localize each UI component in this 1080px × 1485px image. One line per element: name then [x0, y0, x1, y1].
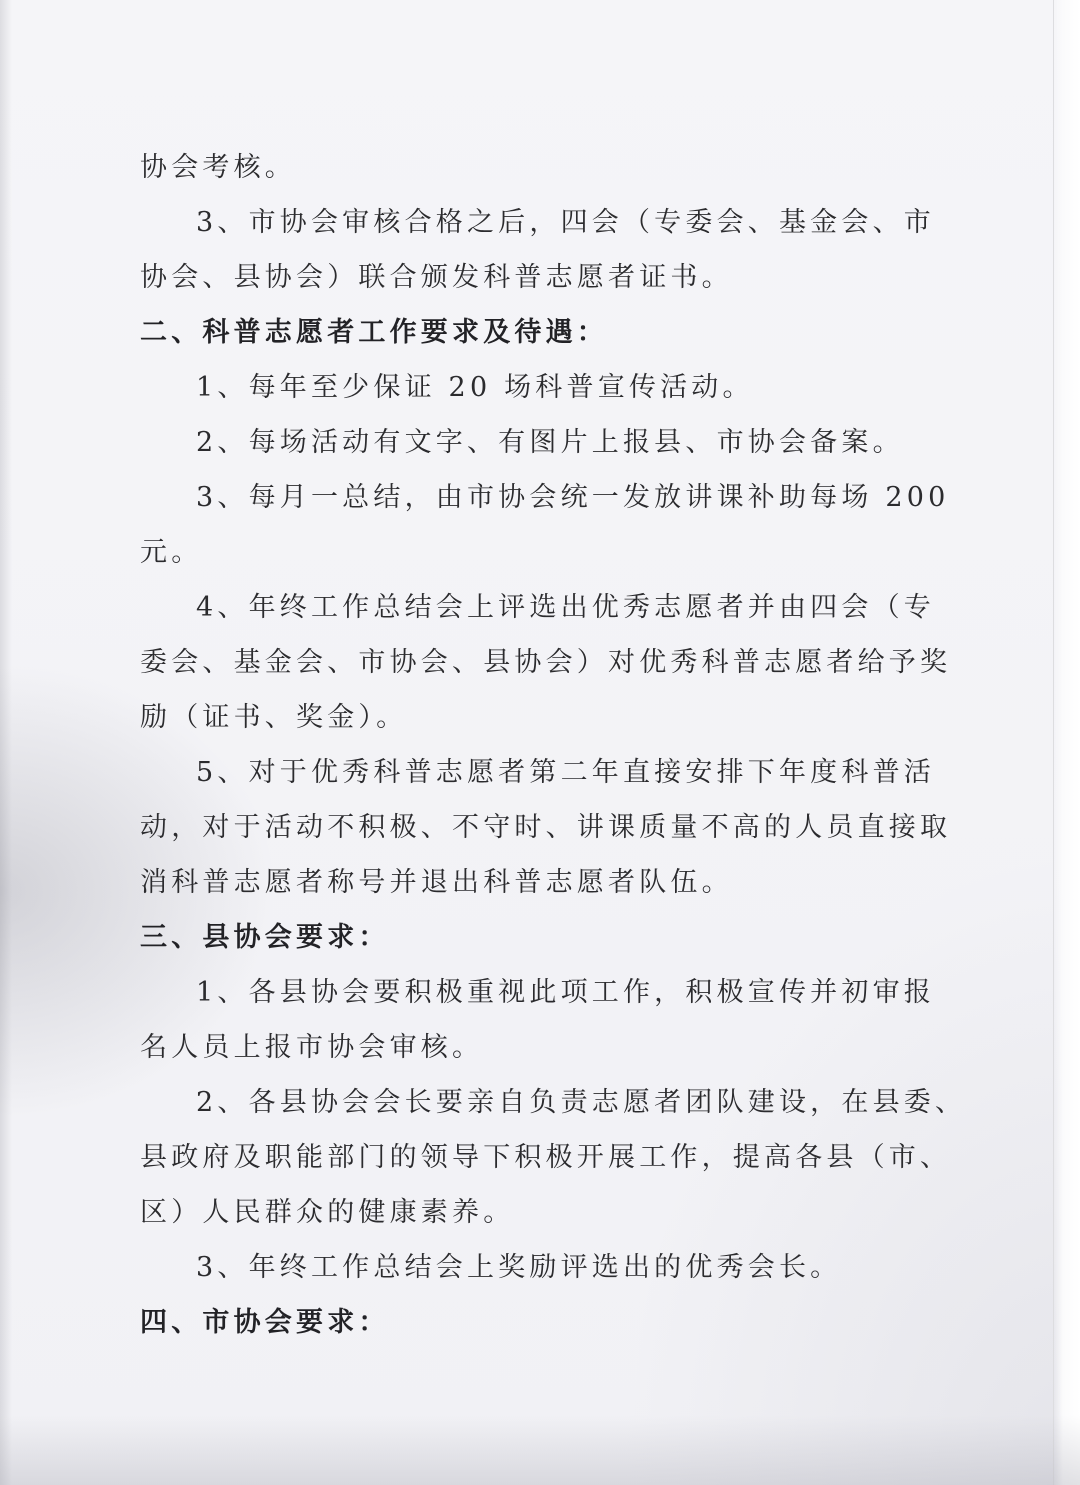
text-line: 委会、基金会、市协会、县协会）对优秀科普志愿者给予奖 — [140, 647, 952, 678]
page-bottom-shadow — [0, 1415, 1080, 1485]
text-line: 1、各县协会要积极重视此项工作，积极宣传并初审报 — [196, 977, 935, 1008]
section-heading: 四、市协会要求： — [140, 1307, 390, 1338]
text-line: 协会考核。 — [140, 152, 296, 183]
text-line: 消科普志愿者称号并退出科普志愿者队伍。 — [140, 867, 733, 898]
page-left-shadow — [0, 0, 12, 1485]
section-heading: 三、县协会要求： — [140, 922, 390, 953]
text-line: 区）人民群众的健康素养。 — [140, 1197, 515, 1228]
text-line: 励（证书、奖金）。 — [140, 702, 408, 733]
document-body — [140, 140, 967, 1350]
text-line: 3、年终工作总结会上奖励评选出的优秀会长。 — [196, 1252, 842, 1283]
text-line: 3、每月一总结，由市协会统一发放讲课补助每场 200 — [196, 482, 950, 513]
text-line: 3、市协会审核合格之后，四会（专委会、基金会、市 — [196, 207, 935, 238]
text-line: 元。 — [140, 537, 203, 568]
text-line: 2、各县协会会长要亲自负责志愿者团队建设，在县委、 — [196, 1087, 967, 1118]
text-line: 县政府及职能部门的领导下积极开展工作，提高各县（市、 — [140, 1142, 952, 1173]
text-line: 名人员上报市协会审核。 — [140, 1032, 484, 1063]
section-heading: 二、科普志愿者工作要求及待遇： — [140, 317, 608, 348]
text-line: 动，对于活动不积极、不守时、讲课质量不高的人员直接取 — [140, 812, 952, 843]
page-right-edge — [1053, 0, 1080, 1485]
text-line: 5、对于优秀科普志愿者第二年直接安排下年度科普活 — [196, 757, 935, 788]
text-line: 2、每场活动有文字、有图片上报县、市协会备案。 — [196, 427, 904, 458]
text-line: 4、年终工作总结会上评选出优秀志愿者并由四会（专 — [196, 592, 935, 623]
text-line: 协会、县协会）联合颁发科普志愿者证书。 — [140, 262, 733, 293]
text-line: 1、每年至少保证 20 场科普宣传活动。 — [196, 372, 754, 403]
